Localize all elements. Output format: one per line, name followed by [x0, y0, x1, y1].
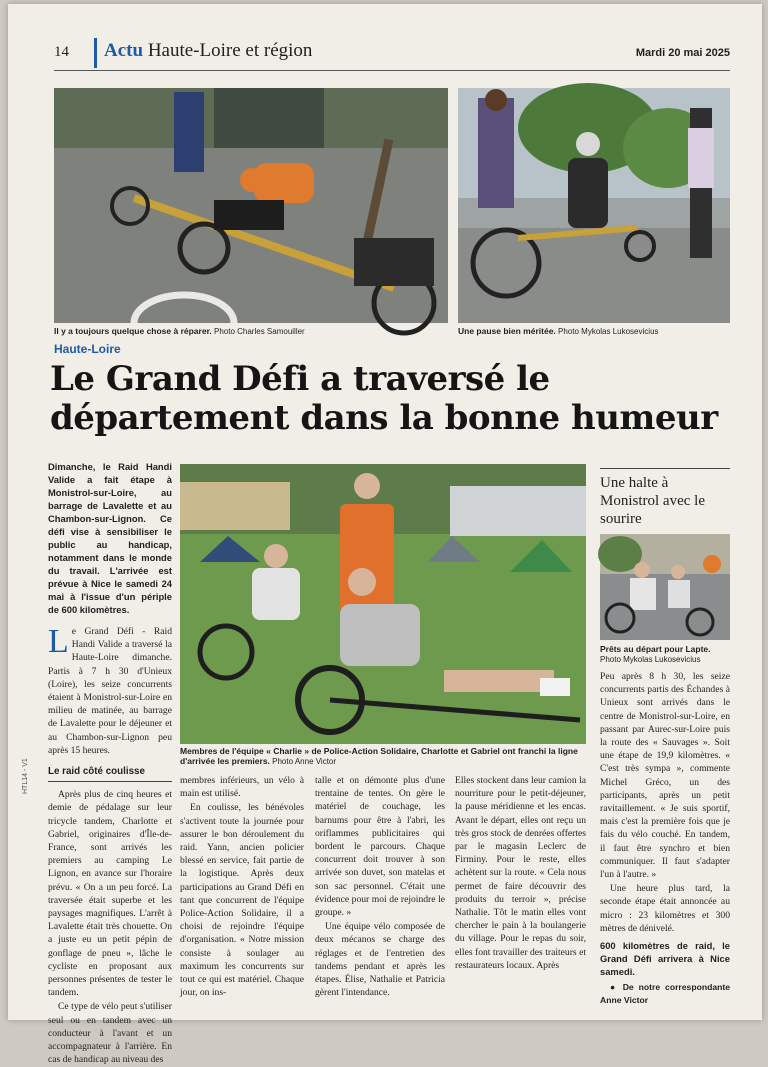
issue-date: Mardi 20 mai 2025 — [635, 47, 730, 59]
photo-credit: Photo Anne Victor — [269, 757, 337, 767]
article-kicker: Haute-Loire — [54, 342, 121, 356]
photo-departure — [600, 534, 730, 640]
header-accent-bar — [94, 38, 97, 68]
caption-departure — [600, 644, 730, 665]
section-rubric — [104, 40, 312, 62]
margin-code: HTL14 - V1 — [22, 758, 29, 794]
subhead-coulisse: Le raid côté coulisse — [48, 765, 172, 782]
photo-credit: Photo Mykolas Lukosevicius — [555, 327, 659, 336]
intro-text: e Grand Défi - Raid Handi Valide a traversé la Haute-Loire dimanche. Partis à 7 h 30 d'Unieux (Loire), les seize concurrents étaient à Monistrol-sur-Loire en milieu de matinée, au barrage de Lavalette pour le déjeuner et au Chambon-sur-Lignon peu après 15 heures. — [48, 626, 172, 756]
caption-text: Il y a toujours quelque chose à réparer. — [54, 326, 212, 336]
rubric-rest: Haute-Loire et région — [143, 40, 313, 61]
photo-credit: Photo Charles Samouiller — [211, 327, 305, 336]
article-intro — [48, 625, 172, 757]
caption-text: Membres de l'équipe « Charlie » de Police-Action Solidaire, Charlotte et Gabriel ont franchi la ligne d'arrivée les premiers. — [180, 746, 578, 767]
caption-text: Prêts au départ pour Lapte. — [600, 644, 711, 654]
article-paragraph: Une équipe vélo composée de deux mécanos se charge des réglages et de l'entretien des tandems pendant et après les étapes. Élise, Nathalie et Patricia gèrent l'intendance. — [315, 921, 445, 999]
sidebar-conclusion: 600 kilomètres de raid, le Grand Défi arrivera à Nice samedi. — [600, 940, 730, 978]
sidebar-paragraph: Une heure plus tard, la seconde étape était annoncée au micro : 23 kilomètres et 300 mètres de dénivelé. — [600, 883, 730, 934]
photo-arrival — [180, 464, 586, 744]
article-headline: Le Grand Défi a traversé le département dans la bonne humeur — [50, 359, 718, 438]
rubric-strong: Actu — [104, 40, 144, 61]
sidebar-rule — [600, 468, 730, 469]
photo-pause — [458, 88, 730, 323]
caption-repair — [54, 326, 448, 337]
caption-text: Une pause bien méritée. — [458, 326, 556, 336]
sidebar-title: Une halte à Monistrol avec le sourire — [600, 475, 705, 527]
column-2 — [180, 774, 304, 1004]
article-paragraph: Elles stockent dans leur camion la nourriture pour le petit-déjeuner, la pause méridienne et les encas. Avant le départ, elles ont reçu un très gros stock de denrées offertes par le magasin Leclerc de Firminy. Pour le reste, elles achètent sur la route. « Cela nous permet de faire découvrir des produits du terroir », précise Nathalie. Tôt le matin elles vont chercher le pain à la boulangerie du village. Pour le repas du soir, elles font travailler des traiteurs et restaurateurs locaux. Après — [455, 775, 586, 971]
caption-pause — [458, 326, 730, 337]
article-paragraph: membres inférieurs, un vélo à main est utilisé. — [180, 775, 304, 800]
photo-credit: Photo Mykolas Lukosevicius — [600, 655, 701, 665]
page-header — [54, 38, 730, 70]
column-1 — [48, 460, 172, 1066]
column-4 — [455, 774, 586, 1004]
article-paragraph: talle et on démonte plus d'une trentaine de tentes. On gère le matériel de couchage, les barnums pour être à l'abri, les oriflammes publicitaires qui bordent le parcours. Chaque concurrent doit trouver à son arrivée son duvet, son matelas et son sac personnel. C'était une évidence pour moi de rejoindre le groupe. » — [315, 775, 445, 919]
drop-cap: L — [48, 623, 69, 660]
article-paragraph: En coulisse, les bénévoles s'activent toute la journée pour assurer le bon déroulement du raid. Yann, ancien policier blessé en service, fait partie de la logistique. Après deux participations au Grand Défi en tant que concurrent de l'équipe Police-Action Solidaire, il a choisi de rejoindre l'équipe d'organisation. « Notre mission consiste à soulager au maximum les concurrents sur tout ce qui est matériel. Chaque jour, on ins- — [180, 802, 304, 999]
caption-arrival — [180, 746, 586, 767]
page-number: 14 — [54, 44, 69, 60]
header-rule — [54, 70, 730, 71]
photo-repair — [54, 88, 448, 323]
newspaper-page — [8, 4, 762, 1066]
author-signature: ● De notre correspondante Anne Victor — [600, 982, 730, 1006]
sidebar-paragraph: Peu après 8 h 30, les seize concurrents partis des Échandes à Unieux sont arrivés dans le centre de Monistrol-sur-Loire, en passant par Aurec-sur-Loire puis la route des « Sauvages ». Soit une étape de 19,9 kilomètres. « C'est très sympa », commente Michel Gréco, un des participants, après un petit ravitaillement. « Je suis sportif, mais c'est la première fois que je fais du vélo couché. En tandem, il faut être synchro et bien communiquer. Il faut s'adapter l'un à l'autre. » — [600, 671, 730, 881]
article-paragraph: Après plus de cinq heures et demie de pédalage sur leur tricycle tandem, Charlotte et Gabriel, originaires d'Île-de-France, sont arrivés les premiers au camping Le Lignon, en avance sur l'horaire prévu. « On a un peu forcé. La traversée était superbe et les paysages magnifiques. L'arrêt à Lavalette était très chouette. On a juste eu un petit pépin de gonflage de pneu », lâche le cycliste en proposant aux personnes présentes de tester le tandem. — [48, 789, 172, 999]
article-lead: Dimanche, le Raid Handi Valide a fait étape à Monistrol-sur-Loire, au barrage de Lavalette et au Chambon-sur-Lignon. Ce défi vise à sensibiliser le public au handicap, notamment dans le monde du travail. L'arrivée est prévue à Nice le samedi 24 mai à l'issue d'un périple de 600 kilomètres. — [48, 461, 172, 615]
article-paragraph: Ce type de vélo peut s'utiliser seul ou en tandem avec un conducteur à l'avant et un accompagnateur à l'arrière. En cas de handicap au niveau des — [48, 1001, 172, 1066]
sidebar-body — [600, 670, 730, 1006]
column-3 — [315, 774, 445, 1004]
